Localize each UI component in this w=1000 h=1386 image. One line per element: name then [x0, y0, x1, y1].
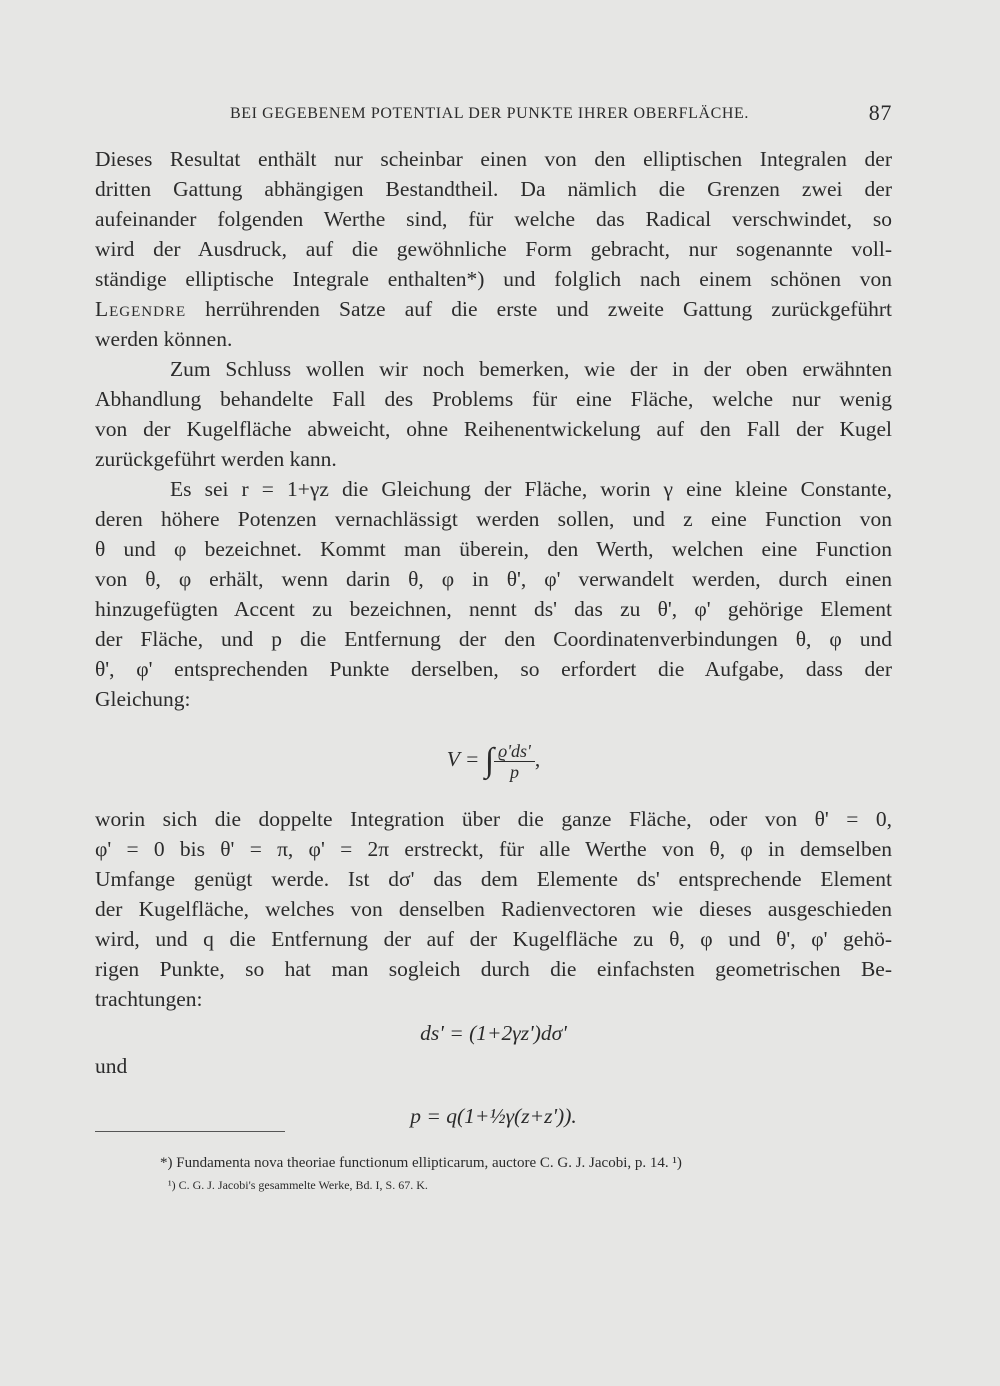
running-header — [95, 102, 892, 130]
text-line: deren höhere Potenzen vernachlässigt werden sollen, und z eine Function von — [95, 507, 892, 531]
text-line: von θ, φ erhält, wenn darin θ, φ in θ', φ' verwandelt werden, durch einen — [95, 567, 892, 591]
text-line: wird der Ausdruck, auf die gewöhnliche Form gebracht, nur sogenannte voll- — [95, 237, 892, 261]
footnotes — [160, 1152, 860, 1196]
text-line: Abhandlung behandelte Fall des Problems für eine Fläche, welche nur wenig — [95, 387, 892, 411]
equation-surface-element: ds' = (1+2γz')dσ' — [420, 1021, 567, 1045]
text-line — [95, 294, 892, 324]
text-line: Dieses Resultat enthält nur scheinbar einen von den elliptischen Integralen der — [95, 147, 892, 171]
text-fragment: herrührenden Satze auf die erste und zweite Gattung zurückgeführt — [186, 297, 892, 321]
footnote-2: ¹) C. G. J. Jacobi's gesammelte Werke, Bd. I, S. 67. K. — [168, 1178, 428, 1192]
author-name-legendre: Legendre — [95, 297, 187, 321]
text-line: ständige elliptische Integrale enthalten*) und folglich nach einem schönen von — [95, 267, 892, 291]
fraction-numerator: ϱ'ds' — [494, 741, 535, 762]
text-line: θ', φ' entsprechenden Punkte derselben, so erfordert die Aufgabe, dass der — [95, 657, 892, 681]
text-line: von der Kugelfläche abweicht, ohne Reihenentwickelung auf den Fall der Kugel — [95, 417, 892, 441]
conjunction-und: und — [95, 1054, 128, 1078]
integral-sign: ∫ — [484, 742, 495, 780]
text-line: θ und φ bezeichnet. Kommt man überein, den Werth, welchen eine Function — [95, 537, 892, 561]
footnote-1: *) Fundamenta nova theoriae functionum ellipticarum, auctore C. G. J. Jacobi, p. 14. ¹) — [160, 1155, 682, 1171]
equation-potential — [95, 714, 892, 804]
text-line: aufeinander folgenden Werthe sind, für welche das Radical verschwindet, so — [95, 207, 892, 231]
running-title: BEI GEGEBENEM POTENTIAL DER PUNKTE IHRER OBERFLÄCHE. — [230, 105, 750, 122]
text-line: hinzugefügten Accent zu bezeichnen, nennt ds' das zu θ', φ' gehörige Element — [95, 597, 892, 621]
text-line: dritten Gattung abhängigen Bestandtheil. Da nämlich die Grenzen zwei der — [95, 177, 892, 201]
equation-punctuation: , — [534, 747, 541, 771]
text-line: werden können. — [95, 327, 233, 351]
text-line: Umfange genügt werde. Ist dσ' das dem Elemente ds' entsprechende Element — [95, 867, 892, 891]
text-line: trachtungen: — [95, 987, 203, 1011]
text-line: φ' = 0 bis θ' = π, φ' = 2π erstreckt, für alle Werthe von θ, φ in demselben — [95, 837, 892, 861]
text-line: rigen Punkte, so hat man sogleich durch die einfachsten geometrischen Be- — [95, 957, 892, 981]
fraction — [494, 741, 535, 782]
text-line: wird, und q die Entfernung der auf der Kugelfläche zu θ, φ und θ', φ' gehö- — [95, 927, 892, 951]
text-line: Gleichung: — [95, 687, 191, 711]
text-line: worin sich die doppelte Integration über die ganze Fläche, oder von θ' = 0, — [95, 807, 892, 831]
equation-lhs: V = — [446, 747, 485, 771]
main-text — [95, 144, 892, 1131]
equation-distance: p = q(1+½γ(z+z')). — [410, 1104, 577, 1128]
text-line: der Kugelfläche, welches von denselben Radienvectoren wie dieses ausgeschieden — [95, 897, 892, 921]
text-line: zurückgeführt werden kann. — [95, 447, 337, 471]
text-line: Zum Schluss wollen wir noch bemerken, wie der in der oben erwähnten — [170, 357, 892, 381]
fraction-denominator: p — [509, 761, 519, 782]
text-line: Es sei r = 1+γz die Gleichung der Fläche, worin γ eine kleine Constante, — [170, 477, 892, 501]
page-number: 87 — [868, 100, 892, 125]
footnote-rule — [95, 1131, 285, 1132]
text-line: der Fläche, und p die Entfernung der den Coordinatenverbindungen θ, φ und — [95, 627, 892, 651]
